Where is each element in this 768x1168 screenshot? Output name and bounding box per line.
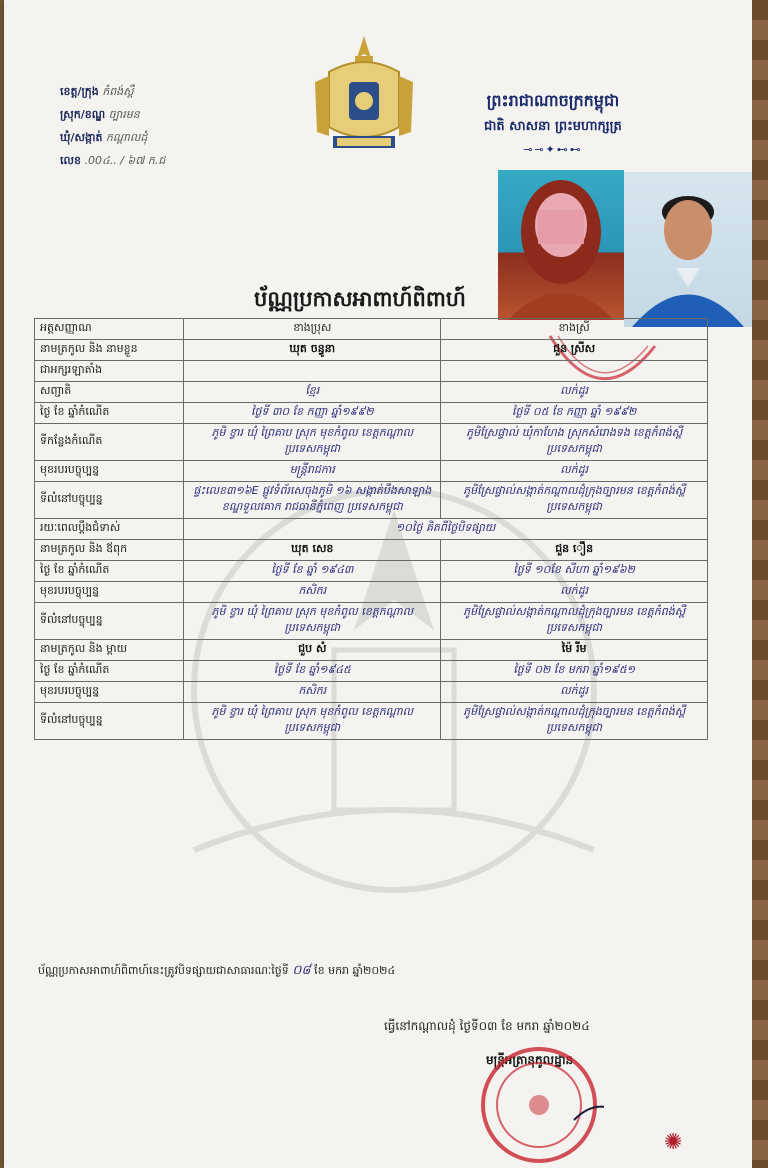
table-row	[35, 403, 708, 424]
table-row	[35, 519, 708, 540]
groom-photo	[624, 172, 752, 327]
groom-cell	[184, 361, 441, 382]
publish-day: ០៨	[292, 963, 311, 978]
commune-label: ឃុំ/សង្កាត់	[60, 131, 103, 144]
groom-cell: ថ្ងៃទី ៣០ ខែ កញ្ញា ឆ្នាំ១៩៩២	[184, 403, 441, 424]
table-row	[35, 461, 708, 482]
table-row	[35, 382, 708, 403]
table-row	[35, 582, 708, 603]
district-label: ស្រុក/ខណ្ឌ	[60, 108, 106, 121]
bride-cell: លក់ដូរ	[441, 461, 708, 482]
table-row	[35, 361, 708, 382]
table-row	[35, 561, 708, 582]
made-at-line: ធ្វើនៅកណ្ដាលដុំ ថ្ងៃទី០៣ ខែ មករា ឆ្នាំ២០២៤	[384, 1019, 590, 1033]
kingdom-motto: ជាតិ សាសនា ព្រះមហាក្សត្រ	[484, 119, 622, 134]
row-label: នាមត្រកូល និង នាមខ្លួន	[35, 340, 184, 361]
groom-cell: ខាងប្រុស	[184, 319, 441, 340]
table-row	[35, 319, 708, 340]
kingdom-title: ព្រះរាជាណាចក្រកម្ពុជា	[486, 91, 620, 110]
commune-value: កណ្ដាលដុំ	[105, 131, 148, 144]
bride-cell: ជួន ឿន	[441, 540, 708, 561]
table-row	[35, 640, 708, 661]
row-label: ជាអក្សរឡាតាំង	[35, 361, 184, 382]
groom-cell: ឃុត សេខ	[184, 540, 441, 561]
publish-text: ប័ណ្ណប្រកាសអាពាហ៍ពិពាហ៍នេះត្រូវបិទផ្សាយជាសាធារណៈថ្ងៃទី	[38, 964, 289, 977]
admin-header	[60, 80, 165, 172]
number-value: .00៤.. / ៦៧ ក.ជ	[84, 154, 166, 167]
groom-cell: ភូមិ ខ្វារ ឃុំ ព្រៃគាប ស្រុក មុខកំពូល ខេត្តកណ្ដាល ប្រទេសកម្ពុជា	[184, 703, 441, 740]
document-title: ប័ណ្ណប្រកាសអាពាហ៍ពិពាហ៍	[254, 287, 466, 311]
groom-cell: កសិករ	[184, 682, 441, 703]
wood-background	[752, 0, 768, 1168]
row-label: មុខរបរបច្ចុប្បន្ន	[35, 682, 184, 703]
row-label: ទីលំនៅបច្ចុប្បន្ន	[35, 603, 184, 640]
table-row	[35, 682, 708, 703]
groom-cell: មន្ត្រីរាជការ	[184, 461, 441, 482]
groom-cell: កសិករ	[184, 582, 441, 603]
row-span-value: ១០ថ្ងៃ គិតពីថ្ងៃបិទផ្សាយ	[184, 519, 708, 540]
publish-line	[38, 962, 395, 981]
groom-cell: ផ្ទះលេខ៣១៦E ផ្លូវទំព័រសេចុងភូមិ ១៦ សង្កាត់បឹងសាឡាង ខណ្ឌទួលគោក រាជធានីភ្នំពេញ ប្រទេសកម្ពុជា	[184, 482, 441, 519]
groom-cell: ថ្ងៃទី ខែ ឆ្នាំ១៩៤៥	[184, 661, 441, 682]
row-label: រយៈពេលប្ដឹងជំទាស់	[35, 519, 184, 540]
bride-cell: ថ្ងៃទី ០២ ខែ មករា ឆ្នាំ១៩៥១	[441, 661, 708, 682]
bride-cell: ម៉ៃ រីម	[441, 640, 708, 661]
bride-cell: ថ្ងៃទី ១០ខែ សីហា ឆ្នាំ១៩៦២	[441, 561, 708, 582]
bride-cell: លក់ដូរ	[441, 582, 708, 603]
row-label: នាមត្រកូល និង ម្ដាយ	[35, 640, 184, 661]
marriage-table	[34, 318, 708, 740]
groom-cell: ភូមិ ខ្វារ ឃុំ ព្រៃគាប ស្រុក មុខកំពូល ខេត្តកណ្ដាល ប្រទេសកម្ពុជា	[184, 603, 441, 640]
row-label: មុខរបរបច្ចុប្បន្ន	[35, 582, 184, 603]
bride-cell: លក់ដូរ	[441, 682, 708, 703]
province-label: ខេត្ត/ក្រុង	[60, 85, 99, 98]
official-seal-stamp	[474, 1040, 604, 1168]
kingdom-ornament: ⊸⊸✦⊷⊷	[523, 143, 583, 156]
bride-cell: ភូមិស្រែផ្ទាល់ ឃុំកាហែង ស្រុកសំរោងទង ខេត្តកំពង់ស្ពឺ ប្រទេសកម្ពុជា	[441, 424, 708, 461]
bride-cell: ជួន ស្រីស	[441, 340, 708, 361]
table-row	[35, 603, 708, 640]
bride-photo	[498, 170, 624, 320]
document-paper	[4, 0, 752, 1168]
groom-cell: ថ្ងៃទី ខែ ឆ្នាំ ១៩៤៣	[184, 561, 441, 582]
row-label: ថ្ងៃ ខែ ឆ្នាំកំណើត	[35, 661, 184, 682]
groom-cell: ជួប សំ	[184, 640, 441, 661]
table-row	[35, 540, 708, 561]
row-label: ថ្ងៃ ខែ ឆ្នាំកំណើត	[35, 561, 184, 582]
bride-cell: ភូមិស្រែផ្ទាល់សង្កាត់កណ្ដាលដុំក្រុងច្បារមន ខេត្តកំពង់ស្ពឺប្រទេសកម្ពុជា	[441, 703, 708, 740]
district-value: ច្បារមន	[108, 108, 140, 121]
table-row	[35, 424, 708, 461]
province-value: កំពង់ស្ពឺ	[102, 85, 134, 98]
publish-month-year: ខែ មករា ឆ្នាំ២០២៤	[314, 964, 396, 977]
groom-cell: ឃុត ចន្ធូនា	[184, 340, 441, 361]
groom-cell: ភូមិ ខ្វារ ឃុំ ព្រៃគាប ស្រុក មុខកំពូល ខេត្តកណ្ដាល ប្រទេសកម្ពុជា	[184, 424, 441, 461]
bride-cell: ភូមិស្រែផ្ទាល់សង្កាត់កណ្ដាលដុំក្រុងច្បារមន ខេត្តកំពង់ស្ពឺប្រទេសកម្ពុជា	[441, 482, 708, 519]
kingdom-header	[484, 90, 622, 156]
row-label: ទីលំនៅបច្ចុប្បន្ន	[35, 482, 184, 519]
bride-cell: ខាងស្រី	[441, 319, 708, 340]
royal-emblem-icon	[309, 32, 419, 157]
bride-cell	[441, 361, 708, 382]
groom-cell: ខ្មែរ	[184, 382, 441, 403]
table-row	[35, 661, 708, 682]
table-row	[35, 482, 708, 519]
number-label: លេខ	[60, 154, 81, 167]
table-row	[35, 340, 708, 361]
bottom-stamp-mark: ✺	[664, 1130, 683, 1155]
row-label: អត្តសញ្ញាណ	[35, 319, 184, 340]
row-label: នាមត្រកូល និង ឪពុក	[35, 540, 184, 561]
registrar-title: មន្ត្រីអត្រានុកូលដ្ឋាន	[486, 1053, 574, 1067]
bride-cell: ថ្ងៃទី ០៥ ខែ កញ្ញា ឆ្នាំ ១៩៩២	[441, 403, 708, 424]
row-label: ទីលំនៅបច្ចុប្បន្ន	[35, 703, 184, 740]
bride-cell: ភូមិស្រែផ្ទាល់សង្កាត់កណ្ដាលដុំក្រុងច្បារមន ខេត្តកំពង់ស្ពឺប្រទេសកម្ពុជា	[441, 603, 708, 640]
bride-cell: លក់ដូរ	[441, 382, 708, 403]
row-label: ថ្ងៃ ខែ ឆ្នាំកំណើត	[35, 403, 184, 424]
row-label: ទីកន្លែងកំណើត	[35, 424, 184, 461]
row-label: មុខរបរបច្ចុប្បន្ន	[35, 461, 184, 482]
table-row	[35, 703, 708, 740]
row-label: សញ្ជាតិ	[35, 382, 184, 403]
